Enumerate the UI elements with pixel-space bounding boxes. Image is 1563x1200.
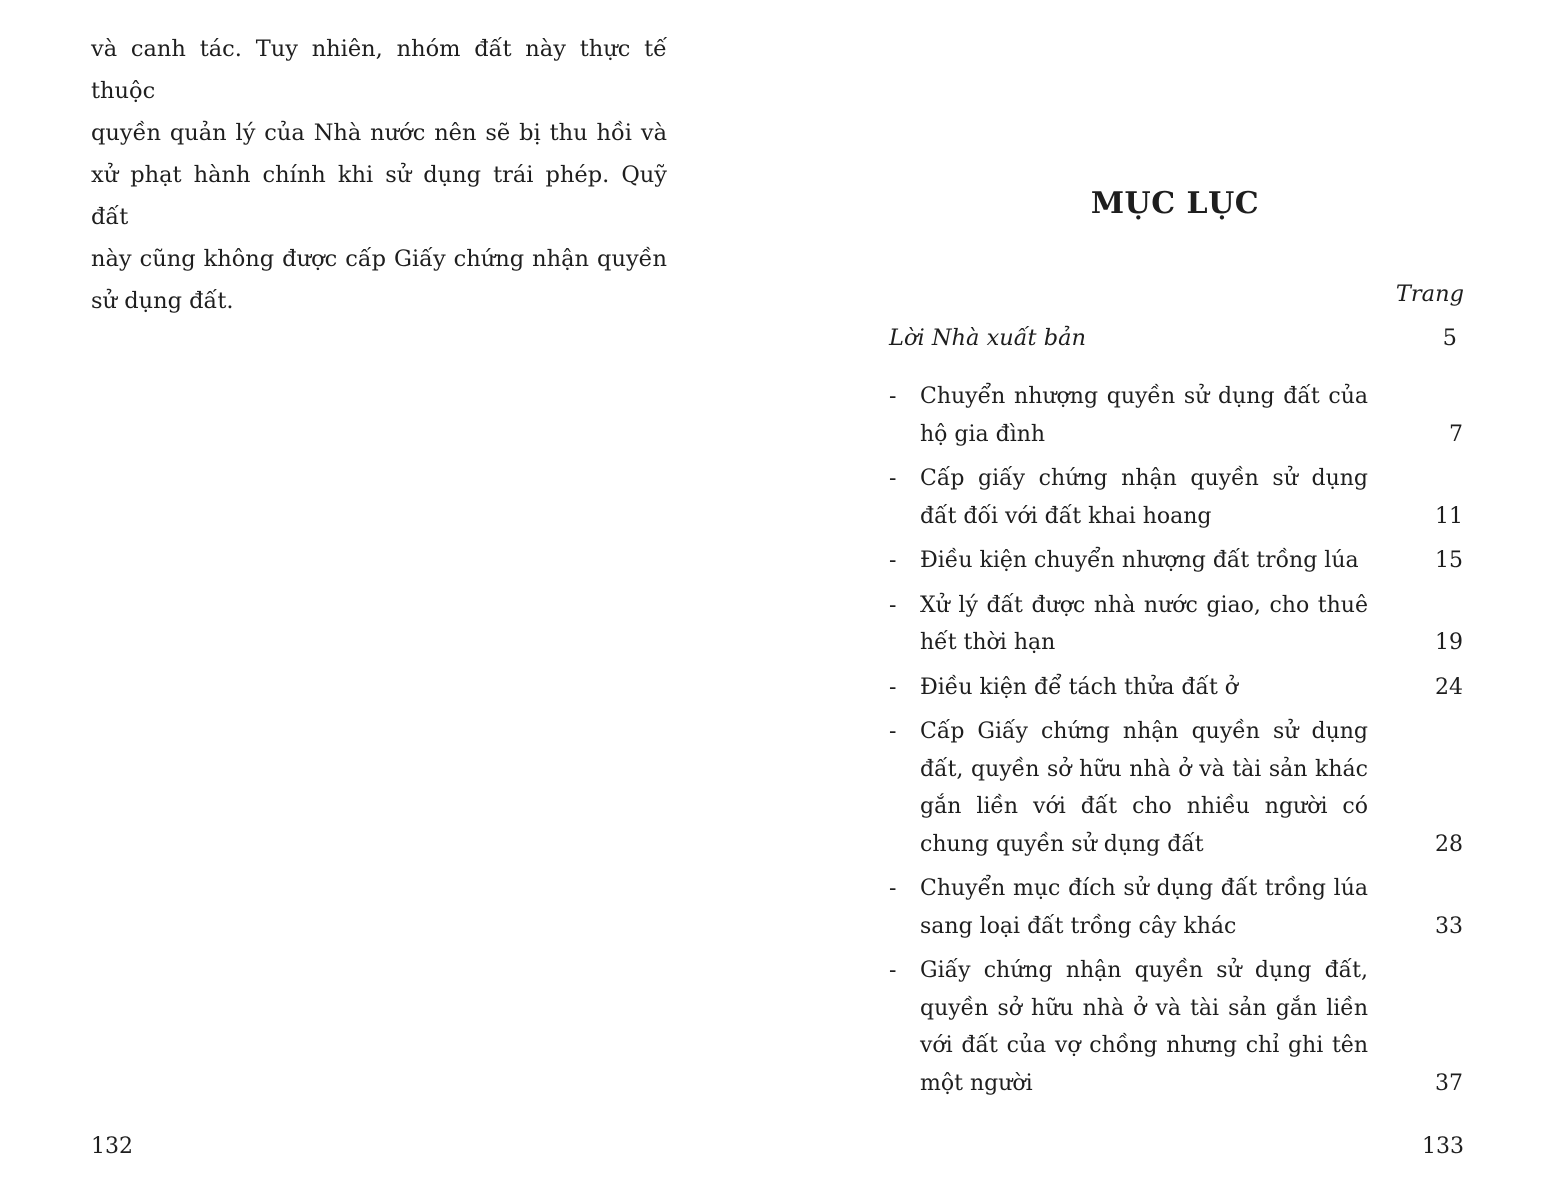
toc-entry-line: hết thời hạn [920,630,1056,655]
table-of-contents [889,322,1465,1109]
toc-entry-line: với đất của vợ chồng nhưng chỉ ghi tên [920,1033,1368,1058]
toc-entry-line: Giấy chứng nhận quyền sử dụng đất, [920,958,1368,983]
toc-entry-page: 15 [1435,548,1463,573]
toc-entry-page: 19 [1435,630,1463,655]
paragraph-line: sử dụng đất. [91,288,234,314]
toc-entry [889,952,1465,1102]
toc-dash: - [889,466,897,491]
toc-dash: - [889,548,897,573]
toc-page-column-header: Trang [1395,281,1464,307]
toc-entry-page: 28 [1435,831,1463,857]
toc-entry-line: Cấp giấy chứng nhận quyền sử dụng [920,466,1368,491]
toc-intro-label: Lời Nhà xuất bản [889,325,1087,351]
toc-entry-line: sang loại đất trồng cây khác [920,913,1237,939]
toc-entry-title [920,542,1368,580]
toc-dash: - [889,674,897,700]
toc-entry [889,713,1465,863]
toc-entry-page: 7 [1449,421,1463,447]
right-page [780,0,1563,1200]
toc-entry-title [920,669,1368,707]
toc-entry-line: quyền sở hữu nhà ở và tài sản gắn liền [920,995,1368,1021]
toc-entry-line: đất, quyền sở hữu nhà ở và tài sản khác [920,756,1368,782]
page-number-right: 133 [1422,1134,1464,1159]
page-number-left: 132 [91,1134,133,1159]
toc-entry-title [920,587,1368,662]
toc-dash: - [889,719,897,744]
paragraph-line: xử phạt hành chính khi sử dụng trái phép. Quỹ đất [91,162,667,230]
toc-entry-line: Xử lý đất được nhà nước giao, cho thuê [920,592,1368,618]
toc-entry-page: 37 [1435,1070,1463,1096]
paragraph-line: này cũng không được cấp Giấy chứng nhận quyền [91,246,667,272]
toc-entry-title [920,460,1368,535]
toc-entry-line: Điều kiện để tách thửa đất ở [920,674,1239,700]
toc-entry-line: hộ gia đình [920,421,1046,447]
toc-dash: - [889,592,897,618]
toc-entry-line: gắn liền với đất cho nhiều người có [920,794,1368,819]
toc-entry [889,378,1465,453]
toc-title: MỤC LỤC [1090,186,1260,221]
paragraph-line: quyền quản lý của Nhà nước nên sẽ bị thu hồi và [91,120,667,146]
paragraph-line: và canh tác. Tuy nhiên, nhóm đất này thực tế thuộc [91,36,667,104]
toc-entry [889,542,1465,580]
toc-entry-page: 11 [1435,503,1463,529]
toc-entry [889,870,1465,945]
toc-dash: - [889,958,897,983]
toc-entry-line: một người [920,1070,1033,1096]
toc-intro-page: 5 [1442,325,1457,351]
body-paragraph [91,28,667,322]
toc-entry-page: 24 [1435,674,1463,700]
toc-entry-line: Chuyển mục đích sử dụng đất trồng lúa [920,876,1368,901]
toc-entry-line: chung quyền sử dụng đất [920,831,1204,857]
toc-entry [889,587,1465,662]
toc-entry-title [920,378,1368,453]
toc-entry [889,669,1465,707]
toc-dash: - [889,876,897,901]
toc-entry-title [920,870,1368,945]
left-page [0,0,780,1200]
toc-list [889,378,1465,1102]
toc-intro-entry [889,322,1465,354]
toc-entry-line: Cấp Giấy chứng nhận quyền sử dụng [920,719,1368,744]
toc-dash: - [889,384,897,409]
toc-entry [889,460,1465,535]
toc-entry-page: 33 [1435,913,1463,939]
toc-entry-line: Điều kiện chuyển nhượng đất trồng lúa [920,548,1359,573]
toc-entry-title [920,952,1368,1102]
toc-entry-title [920,713,1368,863]
toc-entry-line: đất đối với đất khai hoang [920,503,1212,529]
toc-entry-line: Chuyển nhượng quyền sử dụng đất của [920,384,1368,409]
